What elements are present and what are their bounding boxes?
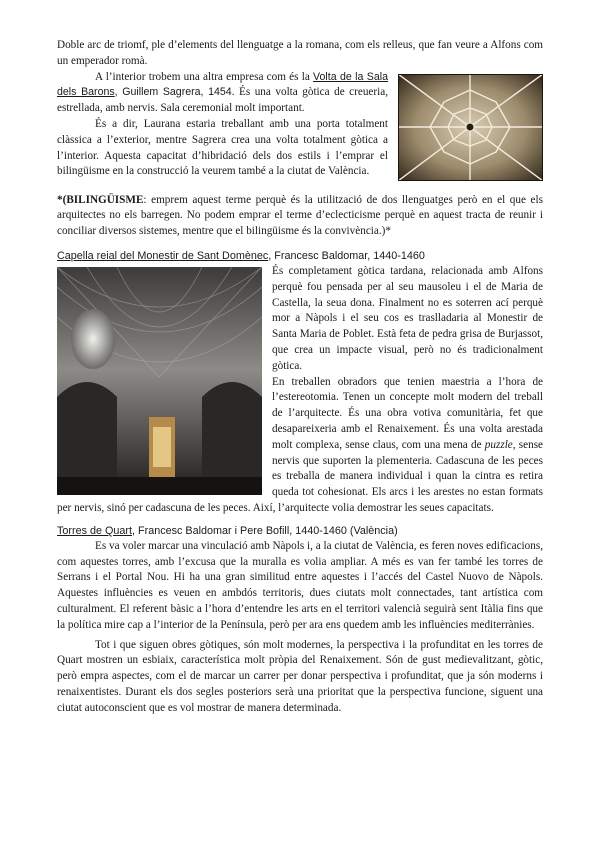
document-page bbox=[57, 38, 543, 717]
bilingualism-note bbox=[57, 193, 543, 240]
royal-chapel-photo bbox=[57, 267, 262, 495]
capella-link[interactable]: Capella reial del Monestir de Sant Domènec bbox=[57, 249, 269, 262]
capella-heading bbox=[57, 248, 543, 264]
capella-p2-after: , sense nervis que suporten la plementeria. Cadascuna de les peces es treballa de manera individual i quan la cintra es retira queda tot cohesionat. Els arcs i les arestes no estan formats per nervis, sinó per cadascuna de les peces. Així, l’arquitecte volia demostrar les seues capacitats. bbox=[57, 438, 544, 514]
torres-heading bbox=[57, 523, 543, 539]
volta-rest-text: . És una volta gòtica de creueria, estrellada, amb nervis. Sala ceremonial molt important. bbox=[57, 86, 388, 115]
capella-p2-before: En treballen obradors que tenien maestria a l’hora de l’estereotomia. Tenen un concepte molt modern del treball de l’arquitecte. És una obra votiva comunitària, fet que desapareixeria amb el Renaixement. És una volta arestada molt complexa, sense claus, com una mena de bbox=[272, 375, 543, 451]
torres-heading-rest: , Francesc Baldomar i Pere Bofill, 1440-1460 (València) bbox=[132, 524, 398, 537]
star-vault-photo bbox=[398, 74, 543, 181]
intro-paragraph: Doble arc de triomf, ple d’elements del llenguatge a la romana, com els relleus, que fan veure a Alfons com un emperador romà. bbox=[57, 39, 543, 67]
torres-link[interactable]: Torres de Quart bbox=[57, 524, 133, 537]
volta-link[interactable]: Volta de la Sala dels Barons bbox=[57, 70, 389, 99]
bilingualism-text: : emprem aquest terme perquè és la utilització de dos llenguatges però en el que els arquitectes no els barregen. No podem emprar el terme d’eclecticisme perquè en aquest tracta de reunir i conciliar diversos sistemes, mentre que el bilingüisme és la convivència.)* bbox=[57, 193, 543, 238]
capella-heading-rest: , Francesc Baldomar, 1440-1460 bbox=[268, 249, 425, 262]
puzzle-term: puzzle bbox=[484, 438, 513, 451]
bilingualism-term: *(BILINGÜISME bbox=[57, 193, 144, 206]
torres-paragraph-2: Tot i que siguen obres gòtiques, són molt modernes, la perspectiva i la profunditat en les torres de Quart mostren un esbiaix, característica molt pròpia del Renaixement. Són de gust medievalitzant, gòtic, però empra aspectes, com el de marcar un carrer per donar perspectiva i profunditat, que ja són moderns i renaixentistes. Durant els dos segles posteriors serà una prioritat que la perspectiva funcione, siguent una ciutat autoconscient que es vol mostrar de manera determinada. bbox=[57, 638, 543, 714]
star-vault-image bbox=[398, 74, 543, 181]
laurana-paragraph: És a dir, Laurana estaria treballant amb una porta totalment clàssica a l’exterior, mentre Sagrera crea una volta totalment gòtica a l’interior. Aquesta capacitat d’hibridació dels dos estils i l’emprar el bilingüisme en la construcció la veurem també a la ciutat de València. bbox=[57, 117, 388, 178]
volta-author: , Guillem Sagrera, 1454 bbox=[114, 86, 232, 99]
volta-intro-text: A l’interior trobem una altra empresa com és la bbox=[95, 70, 310, 83]
capella-paragraph-1: És completament gòtica tardana, relacionada amb Alfons perquè fou pensada per al seu mausoleu i el de Maria de Castella, la seua dona. Finalment no es soterren ací perquè mor a Nàpols i el seu cos es traslladaria al Monestir de Santa Maria de Poblet. Està feta de pedra grisa de Burjassot, que crea un impacte visual, però no és tradicionalment gòtica. bbox=[272, 264, 543, 372]
torres-paragraph-1: Es va voler marcar una vinculació amb Nàpols i, a la ciutat de València, es feren noves edificacions, com aquestes torres, amb l’excusa que la muralla es volia ampliar. A més es van fer també les torres de Serrans i el Portal Nou. Hi ha una gran similitud entre aquestes i l’accés del Castel Nuovo de Nàpols. Aquestes influències es veuen en ambdós territoris, dues ciutats molt connectades, tant artística com culturalment. El referent bàsic a l’hora d’entendre les arts en el territori valencià seguirà sent Itàlia fins que la política mire cap a l’interior de la Península, però per ara ens quedem amb les influències mediterrànies. bbox=[57, 539, 543, 631]
royal-chapel-image bbox=[57, 267, 262, 495]
